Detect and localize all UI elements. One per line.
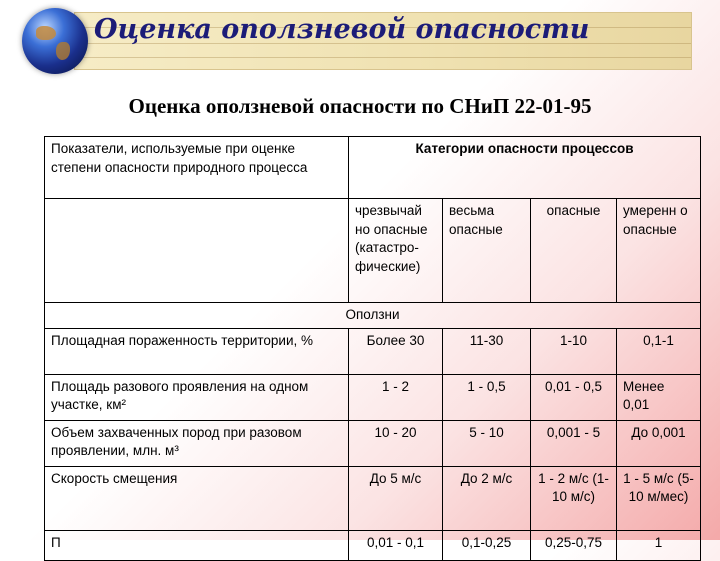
globe-icon bbox=[22, 8, 88, 74]
hazard-table bbox=[44, 136, 701, 561]
page-title: Оценка оползневой опасности bbox=[94, 14, 590, 45]
row-label: П bbox=[45, 530, 349, 560]
row-label: Скорость смещения bbox=[45, 466, 349, 530]
table-row bbox=[45, 328, 701, 374]
cell-value: До 2 м/с bbox=[443, 466, 531, 530]
cell-value: 0,01 - 0,5 bbox=[531, 374, 617, 420]
table-row bbox=[45, 374, 701, 420]
category-row bbox=[45, 199, 701, 303]
cell-value: 5 - 10 bbox=[443, 420, 531, 466]
section-row bbox=[45, 303, 701, 329]
header-row bbox=[45, 137, 701, 199]
row-label: Площадная пораженность территории, % bbox=[45, 328, 349, 374]
cell-value: 1 - 0,5 bbox=[443, 374, 531, 420]
cell-value: 0,001 - 5 bbox=[531, 420, 617, 466]
category-very: весьма опасные bbox=[443, 199, 531, 303]
table-row bbox=[45, 420, 701, 466]
empty-cell bbox=[45, 199, 349, 303]
cell-value: 1 bbox=[617, 530, 701, 560]
section-landslides: Оползни bbox=[45, 303, 701, 329]
row-label: Площадь разового проявления на одном участке, км² bbox=[45, 374, 349, 420]
category-moderate: умеренн о опасные bbox=[617, 199, 701, 303]
cell-value: 1 - 2 bbox=[349, 374, 443, 420]
table-row bbox=[45, 466, 701, 530]
cell-value: 10 - 20 bbox=[349, 420, 443, 466]
cell-value: Менее 0,01 bbox=[617, 374, 701, 420]
cell-value: 1 - 5 м/с (5-10 м/мес) bbox=[617, 466, 701, 530]
cell-value: 0,1-0,25 bbox=[443, 530, 531, 560]
cell-value: 0,25-0,75 bbox=[531, 530, 617, 560]
cell-value: 1 - 2 м/с (1-10 м/с) bbox=[531, 466, 617, 530]
row-label: Объем захваченных пород при разовом проявлении, млн. м³ bbox=[45, 420, 349, 466]
cell-value: Более 30 bbox=[349, 328, 443, 374]
cell-value: 1-10 bbox=[531, 328, 617, 374]
table-row bbox=[45, 530, 701, 560]
cell-value: 0,1-1 bbox=[617, 328, 701, 374]
category-extreme: чрезвычай но опасные (катастро- фические) bbox=[349, 199, 443, 303]
cell-value: 11-30 bbox=[443, 328, 531, 374]
table-caption: Оценка оползневой опасности по СНиП 22-01-95 bbox=[128, 94, 592, 118]
cell-value: До 5 м/с bbox=[349, 466, 443, 530]
cell-value: До 0,001 bbox=[617, 420, 701, 466]
header-categories: Категории опасности процессов bbox=[349, 137, 701, 199]
cell-value: 0,01 - 0,1 bbox=[349, 530, 443, 560]
header-indicators: Показатели, используемые при оценке степени опасности природного процесса bbox=[45, 137, 349, 199]
category-dangerous: опасные bbox=[531, 199, 617, 303]
